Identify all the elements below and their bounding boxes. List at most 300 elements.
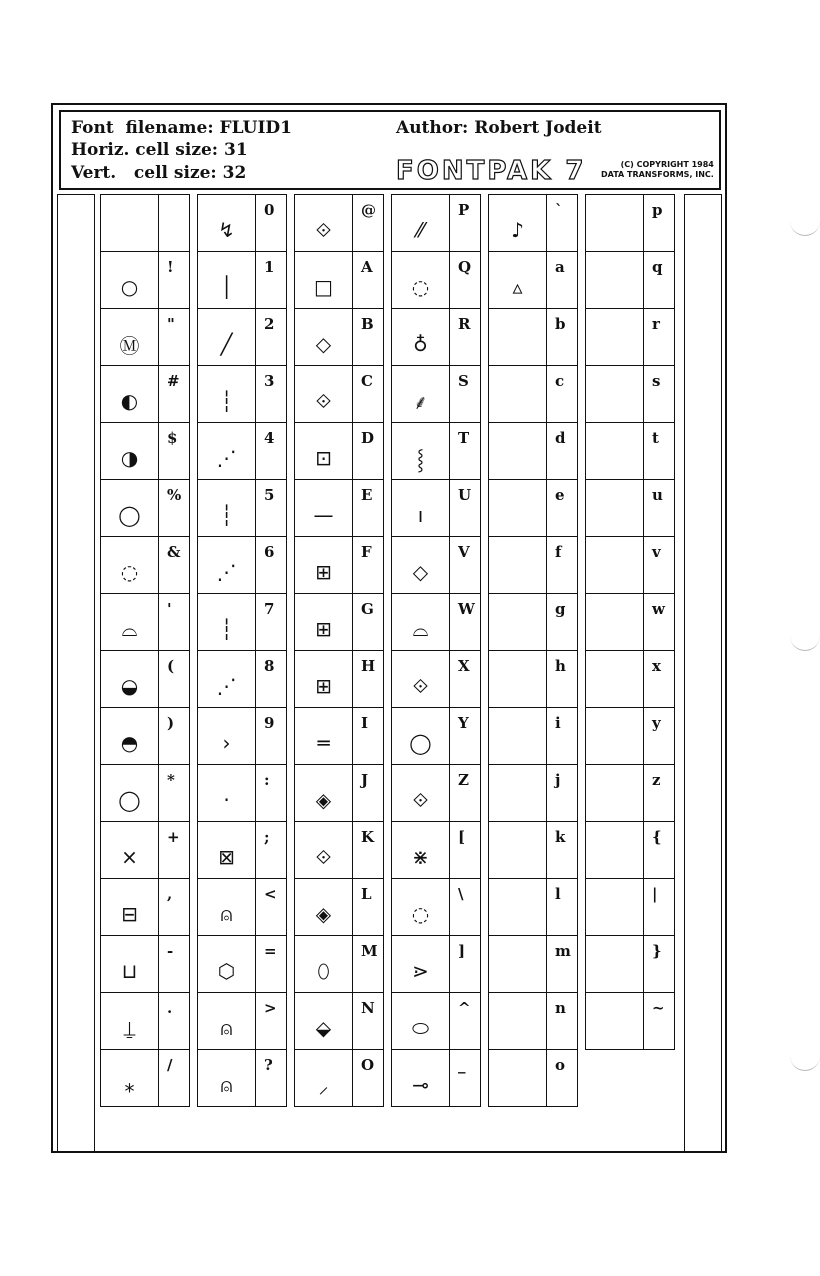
glyph-key-cell xyxy=(450,423,481,480)
font-filename-label: Font filename: xyxy=(71,118,214,138)
glyph-row xyxy=(101,594,190,651)
glyph-row xyxy=(489,423,578,480)
glyph-key-cell xyxy=(256,366,287,423)
glyph-key-label: h xyxy=(555,657,566,675)
fluid-symbol-icon xyxy=(101,195,158,251)
glyph-key-label: + xyxy=(167,828,180,846)
fluid-symbol-icon xyxy=(586,537,643,593)
glyph-symbol-cell xyxy=(586,708,644,765)
fluid-symbol-icon: ═ xyxy=(317,731,330,755)
glyph-row xyxy=(586,822,675,879)
glyph-row xyxy=(101,366,190,423)
glyph-key-label: } xyxy=(652,942,662,960)
glyph-row xyxy=(101,480,190,537)
glyph-row xyxy=(295,195,384,252)
glyph-key-cell xyxy=(547,309,578,366)
glyph-key-label: $ xyxy=(167,429,178,447)
glyph-row xyxy=(198,309,287,366)
glyph-key-cell xyxy=(353,1050,384,1107)
glyph-symbol-cell xyxy=(392,480,450,537)
glyph-row xyxy=(586,423,675,480)
fluid-symbol-icon: ◯ xyxy=(118,503,141,527)
glyph-symbol-cell xyxy=(101,1050,159,1107)
font-filename-row xyxy=(71,118,292,138)
glyph-row xyxy=(392,252,481,309)
fluid-symbol-icon: ♁ xyxy=(413,332,428,356)
glyph-row xyxy=(586,252,675,309)
glyph-key-label: G xyxy=(361,600,374,618)
glyph-row xyxy=(295,537,384,594)
glyph-key-cell xyxy=(159,252,190,309)
glyph-row xyxy=(586,879,675,936)
glyph-key-cell xyxy=(547,936,578,993)
glyph-symbol-cell xyxy=(295,195,353,252)
glyph-key-label: J xyxy=(361,771,369,789)
glyph-key-cell xyxy=(450,936,481,993)
glyph-symbol-cell xyxy=(489,822,547,879)
glyph-symbol-cell xyxy=(101,195,159,252)
glyph-key-cell xyxy=(644,708,675,765)
glyph-row xyxy=(295,993,384,1050)
glyph-symbol-cell xyxy=(489,252,547,309)
fluid-symbol-icon: ⋰ xyxy=(216,674,237,698)
glyph-key-label: 9 xyxy=(264,714,275,732)
fluid-symbol-icon xyxy=(489,594,546,650)
fluid-symbol-icon: ◇ xyxy=(412,560,429,584)
glyph-key-label: V xyxy=(458,543,470,561)
glyph-symbol-cell xyxy=(198,366,256,423)
glyph-key-label: i xyxy=(555,714,561,732)
glyph-row xyxy=(198,936,287,993)
glyph-key-label: 5 xyxy=(264,486,275,504)
glyph-symbol-cell xyxy=(586,822,644,879)
glyph-symbol-cell xyxy=(101,993,159,1050)
glyph-symbol-cell xyxy=(489,708,547,765)
glyph-key-label: v xyxy=(652,543,661,561)
fluid-symbol-icon: ┆ xyxy=(220,503,233,527)
glyph-key-cell xyxy=(159,366,190,423)
glyph-symbol-cell xyxy=(101,765,159,822)
glyph-symbol-cell xyxy=(586,366,644,423)
glyph-symbol-cell xyxy=(295,708,353,765)
glyph-key-cell xyxy=(547,765,578,822)
fluid-symbol-icon xyxy=(586,366,643,422)
glyph-row xyxy=(198,822,287,879)
glyph-row xyxy=(489,309,578,366)
glyph-symbol-cell xyxy=(489,936,547,993)
fluid-symbol-icon: ⊞ xyxy=(315,617,332,641)
fluid-symbol-icon xyxy=(586,651,643,707)
glyph-key-label: L xyxy=(361,885,372,903)
glyph-symbol-cell xyxy=(295,1050,353,1107)
glyph-key-cell xyxy=(644,822,675,879)
glyph-row xyxy=(101,879,190,936)
glyph-symbol-cell xyxy=(295,651,353,708)
glyph-row xyxy=(489,252,578,309)
glyph-row xyxy=(392,480,481,537)
fluid-symbol-icon: ⋰ xyxy=(216,446,237,470)
glyph-key-cell xyxy=(256,1050,287,1107)
fluid-symbol-icon xyxy=(489,366,546,422)
fluid-symbol-icon: ↯ xyxy=(218,218,235,242)
glyph-key-cell xyxy=(256,252,287,309)
fluid-symbol-icon: ┆ xyxy=(220,389,233,413)
fluid-symbol-icon: ◯ xyxy=(118,788,141,812)
glyph-symbol-cell xyxy=(586,879,644,936)
glyph-key-label: T xyxy=(458,429,470,447)
fluid-symbol-icon: — xyxy=(313,503,334,527)
glyph-row xyxy=(392,708,481,765)
fluid-symbol-icon: ◇ xyxy=(315,332,332,356)
glyph-key-label: % xyxy=(167,486,182,504)
glyph-key-label: @ xyxy=(361,201,376,219)
glyph-column-3 xyxy=(391,194,481,1107)
glyph-key-label: _ xyxy=(458,1056,466,1074)
fluid-symbol-icon: ⟐ xyxy=(315,218,332,242)
glyph-key-label: 7 xyxy=(264,600,275,618)
glyph-key-cell xyxy=(256,879,287,936)
glyph-symbol-cell xyxy=(101,537,159,594)
binder-hole-bottom xyxy=(790,1050,820,1071)
glyph-key-cell xyxy=(450,879,481,936)
glyph-key-label: \ xyxy=(458,885,464,903)
glyph-row xyxy=(586,366,675,423)
author-label: Author: xyxy=(396,118,469,138)
glyph-row xyxy=(101,651,190,708)
glyph-symbol-cell xyxy=(101,822,159,879)
glyph-row xyxy=(101,309,190,366)
glyph-symbol-cell xyxy=(295,480,353,537)
glyph-key-cell xyxy=(644,651,675,708)
glyph-symbol-cell xyxy=(489,366,547,423)
fluid-symbol-icon xyxy=(586,708,643,764)
fluid-symbol-icon: ◐ xyxy=(120,389,139,413)
glyph-key-label: E xyxy=(361,486,373,504)
glyph-key-cell xyxy=(159,195,190,252)
glyph-key-label: X xyxy=(458,657,470,675)
fluid-symbol-icon: ⍝ xyxy=(220,902,233,926)
glyph-row xyxy=(101,708,190,765)
glyph-key-cell xyxy=(256,423,287,480)
glyph-symbol-cell xyxy=(392,423,450,480)
fluid-symbol-icon: ◑ xyxy=(120,446,139,470)
glyph-row xyxy=(295,879,384,936)
glyph-symbol-cell xyxy=(101,252,159,309)
glyph-symbol-cell xyxy=(392,195,450,252)
glyph-key-label: M xyxy=(361,942,378,960)
glyph-key-label: x xyxy=(652,657,661,675)
glyph-key-cell xyxy=(644,423,675,480)
glyph-symbol-cell xyxy=(198,993,256,1050)
glyph-symbol-cell xyxy=(101,879,159,936)
glyph-symbol-cell xyxy=(489,195,547,252)
glyph-key-label: s xyxy=(652,372,661,390)
fluid-symbol-icon: › xyxy=(222,731,231,755)
fluid-symbol-icon: ◈ xyxy=(315,788,332,812)
glyph-row xyxy=(489,936,578,993)
glyph-row xyxy=(489,1050,578,1107)
binder-hole-top xyxy=(790,215,820,236)
glyph-row xyxy=(586,936,675,993)
glyph-row xyxy=(392,366,481,423)
glyph-row xyxy=(392,195,481,252)
fluid-symbol-icon xyxy=(489,993,546,1049)
fluid-symbol-icon: ◌ xyxy=(120,560,139,584)
glyph-key-cell xyxy=(547,822,578,879)
glyph-symbol-cell xyxy=(489,594,547,651)
glyph-key-cell xyxy=(353,651,384,708)
glyph-symbol-cell xyxy=(198,1050,256,1107)
glyph-row xyxy=(295,765,384,822)
fluid-symbol-icon: ⍝ xyxy=(220,1016,233,1040)
fluid-symbol-icon: ⁄⁄ xyxy=(417,218,424,242)
glyph-symbol-cell xyxy=(392,936,450,993)
fluid-symbol-icon: ◓ xyxy=(120,731,139,755)
horiz-size-value: 31 xyxy=(224,140,248,160)
font-filename-value: FLUID1 xyxy=(219,118,292,138)
glyph-key-cell xyxy=(450,366,481,423)
fluid-symbol-icon: ♪ xyxy=(511,218,524,242)
glyph-key-cell xyxy=(256,936,287,993)
glyph-key-cell xyxy=(547,651,578,708)
fluid-symbol-icon: ⁎ xyxy=(124,1073,135,1097)
glyph-key-label: / xyxy=(167,1056,173,1074)
glyph-key-cell xyxy=(547,708,578,765)
fluid-symbol-icon xyxy=(586,480,643,536)
glyph-key-cell xyxy=(353,537,384,594)
glyph-key-label: ) xyxy=(167,714,175,732)
glyph-row xyxy=(489,708,578,765)
glyph-key-cell xyxy=(159,936,190,993)
glyph-key-label: < xyxy=(264,885,277,903)
glyph-key-label: U xyxy=(458,486,472,504)
glyph-key-cell xyxy=(644,366,675,423)
fluid-symbol-icon xyxy=(586,594,643,650)
glyph-key-label: g xyxy=(555,600,566,618)
left-margin-column xyxy=(57,194,95,1152)
fluid-symbol-icon xyxy=(489,765,546,821)
glyph-symbol-cell xyxy=(198,252,256,309)
glyph-symbol-cell xyxy=(392,252,450,309)
fluid-symbol-icon xyxy=(586,879,643,935)
glyph-row xyxy=(198,195,287,252)
glyph-row xyxy=(295,651,384,708)
glyph-key-label: N xyxy=(361,999,375,1017)
glyph-key-label: d xyxy=(555,429,566,447)
glyph-key-label: ` xyxy=(555,201,563,219)
glyph-symbol-cell xyxy=(392,822,450,879)
glyph-symbol-cell xyxy=(101,651,159,708)
glyph-key-cell xyxy=(547,537,578,594)
glyph-symbol-cell xyxy=(586,993,644,1050)
horiz-size-row xyxy=(71,140,248,160)
fluid-symbol-icon: ⸾ xyxy=(416,446,425,471)
fluid-symbol-icon: ╱ xyxy=(220,332,233,356)
glyph-key-cell xyxy=(547,480,578,537)
glyph-row xyxy=(295,252,384,309)
author-value: Robert Jodeit xyxy=(474,118,602,138)
glyph-key-label: ] xyxy=(458,942,466,960)
glyph-key-cell xyxy=(644,879,675,936)
glyph-key-label: W xyxy=(458,600,475,618)
glyph-key-label: D xyxy=(361,429,375,447)
glyph-row xyxy=(392,594,481,651)
glyph-key-cell xyxy=(644,480,675,537)
glyph-key-label: 4 xyxy=(264,429,275,447)
glyph-row xyxy=(198,879,287,936)
fontpak-logo: FONTPAK 7 xyxy=(396,156,587,186)
glyph-key-label: Z xyxy=(458,771,469,789)
glyph-key-label: P xyxy=(458,201,470,219)
glyph-key-label: ! xyxy=(167,258,174,276)
glyph-symbol-cell xyxy=(198,708,256,765)
fluid-symbol-icon: │ xyxy=(220,275,233,299)
glyph-row xyxy=(198,708,287,765)
glyph-key-cell xyxy=(644,993,675,1050)
glyph-row xyxy=(586,993,675,1050)
glyph-key-label: K xyxy=(361,828,375,846)
glyph-key-label: m xyxy=(555,942,571,960)
glyph-key-label: ' xyxy=(167,600,172,618)
glyph-symbol-cell xyxy=(198,822,256,879)
glyph-symbol-cell xyxy=(489,480,547,537)
glyph-row xyxy=(295,708,384,765)
fluid-symbol-icon xyxy=(586,195,643,251)
fluid-symbol-icon xyxy=(489,537,546,593)
glyph-key-cell xyxy=(353,822,384,879)
glyph-key-label: O xyxy=(361,1056,375,1074)
glyph-key-cell xyxy=(450,252,481,309)
glyph-row xyxy=(586,480,675,537)
glyph-symbol-cell xyxy=(198,765,256,822)
glyph-row xyxy=(392,765,481,822)
fluid-symbol-icon xyxy=(489,1050,546,1106)
fluid-symbol-icon: ⟐ xyxy=(412,674,429,698)
fluid-symbol-icon xyxy=(586,309,643,365)
glyph-key-label: e xyxy=(555,486,565,504)
glyph-symbol-cell xyxy=(295,309,353,366)
font-info-header xyxy=(59,110,721,190)
glyph-row xyxy=(489,993,578,1050)
glyph-symbol-cell xyxy=(198,423,256,480)
glyph-row xyxy=(489,822,578,879)
glyph-row xyxy=(586,309,675,366)
glyph-symbol-cell xyxy=(586,651,644,708)
glyph-key-cell xyxy=(159,594,190,651)
glyph-row xyxy=(198,594,287,651)
glyph-symbol-cell xyxy=(586,765,644,822)
glyph-key-label: l xyxy=(555,885,561,903)
glyph-row xyxy=(101,195,190,252)
glyph-row xyxy=(198,423,287,480)
binder-hole-middle xyxy=(790,630,820,651)
glyph-key-cell xyxy=(450,480,481,537)
fluid-symbol-icon: ⊟ xyxy=(121,902,138,926)
fluid-symbol-icon xyxy=(586,993,643,1049)
glyph-row xyxy=(198,480,287,537)
glyph-key-cell xyxy=(256,708,287,765)
glyph-key-label: B xyxy=(361,315,374,333)
glyph-key-label: c xyxy=(555,372,565,390)
glyph-key-cell xyxy=(159,993,190,1050)
glyph-key-cell xyxy=(353,252,384,309)
glyph-symbol-cell xyxy=(101,309,159,366)
glyph-symbol-cell xyxy=(101,366,159,423)
glyph-key-cell xyxy=(644,936,675,993)
fluid-symbol-icon: ○ xyxy=(120,275,139,299)
glyph-symbol-cell xyxy=(295,594,353,651)
glyph-key-cell xyxy=(159,651,190,708)
glyph-key-cell xyxy=(256,195,287,252)
glyph-row xyxy=(198,651,287,708)
fluid-symbol-icon: ⟐ xyxy=(315,389,332,413)
glyph-key-label: R xyxy=(458,315,471,333)
glyph-key-label: u xyxy=(652,486,663,504)
glyph-key-cell xyxy=(256,822,287,879)
fluid-symbol-icon: ⸙ xyxy=(413,389,428,414)
fluid-symbol-icon xyxy=(489,423,546,479)
glyph-symbol-cell xyxy=(392,594,450,651)
glyph-symbol-cell xyxy=(586,537,644,594)
glyph-key-cell xyxy=(547,252,578,309)
glyph-key-cell xyxy=(256,651,287,708)
glyph-symbol-cell xyxy=(101,936,159,993)
glyph-symbol-cell xyxy=(586,936,644,993)
glyph-row xyxy=(489,480,578,537)
fluid-symbol-icon xyxy=(489,708,546,764)
glyph-symbol-cell xyxy=(489,1050,547,1107)
fluid-symbol-icon: ⊸ xyxy=(412,1073,429,1097)
glyph-key-label: y xyxy=(652,714,661,732)
glyph-key-label: , xyxy=(167,885,173,903)
glyph-key-label: 8 xyxy=(264,657,275,675)
glyph-row xyxy=(392,822,481,879)
copyright-line-2: DATA TRANSFORMS, INC. xyxy=(601,170,714,179)
fluid-symbol-icon xyxy=(586,822,643,878)
glyph-symbol-cell xyxy=(295,366,353,423)
fluid-symbol-icon: ⌓ xyxy=(121,617,138,641)
glyph-key-cell xyxy=(547,366,578,423)
fluid-symbol-icon: ⬯ xyxy=(317,959,330,983)
glyph-key-cell xyxy=(547,423,578,480)
glyph-key-cell xyxy=(644,195,675,252)
glyph-symbol-cell xyxy=(489,765,547,822)
glyph-key-label: w xyxy=(652,600,665,618)
glyph-key-cell xyxy=(450,993,481,1050)
fluid-symbol-icon: ◌ xyxy=(411,275,430,299)
glyph-key-cell xyxy=(450,822,481,879)
glyph-key-cell xyxy=(644,537,675,594)
glyph-symbol-cell xyxy=(489,879,547,936)
glyph-row xyxy=(198,252,287,309)
glyph-key-cell xyxy=(353,195,384,252)
fluid-symbol-icon xyxy=(489,309,546,365)
fluid-symbol-icon: ⌓ xyxy=(412,617,429,641)
glyph-symbol-cell xyxy=(198,936,256,993)
glyph-key-label: . xyxy=(167,999,173,1017)
glyph-symbol-cell xyxy=(586,480,644,537)
glyph-key-label: 0 xyxy=(264,201,275,219)
glyph-key-label: o xyxy=(555,1056,566,1074)
glyph-symbol-cell xyxy=(392,879,450,936)
glyph-row xyxy=(586,594,675,651)
glyph-key-cell xyxy=(353,594,384,651)
glyph-key-label: { xyxy=(652,828,662,846)
glyph-row xyxy=(295,822,384,879)
glyph-key-cell xyxy=(644,252,675,309)
vert-size-value: 32 xyxy=(222,163,247,183)
glyph-key-cell xyxy=(547,195,578,252)
